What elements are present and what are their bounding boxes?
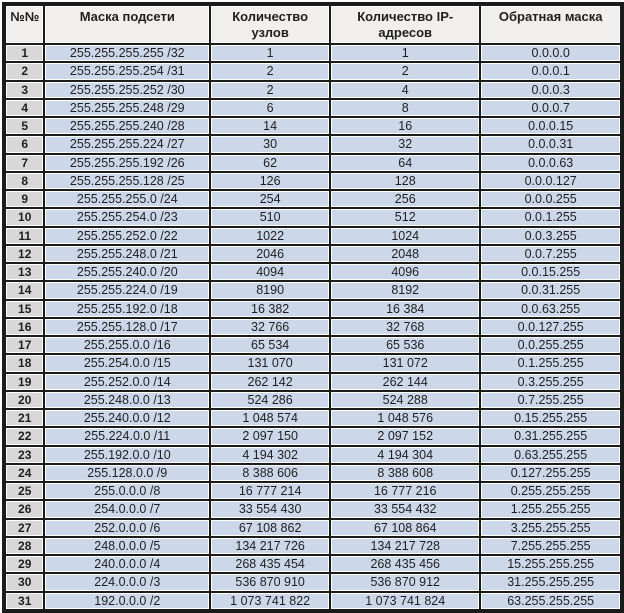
- cell-hosts: 4 194 302: [211, 447, 329, 463]
- cell-wildcard: 0.0.63.255: [481, 301, 620, 317]
- cell-wildcard: 1.255.255.255: [481, 501, 620, 517]
- cell-hosts: 1 073 741 822: [211, 593, 329, 609]
- cell-ips: 1024: [331, 228, 479, 244]
- cell-hosts: 4094: [211, 264, 329, 280]
- cell-ips: 33 554 432: [331, 501, 479, 517]
- table-row: [6, 228, 620, 244]
- table-row: [6, 501, 620, 517]
- row-number-cell: 31: [6, 593, 43, 609]
- row-number-cell: 1: [6, 45, 43, 61]
- cell-wildcard: 0.0.15.255: [481, 264, 620, 280]
- cell-mask: 255.255.255.240 /28: [45, 118, 209, 134]
- cell-mask: 254.0.0.0 /7: [45, 501, 209, 517]
- cell-ips: 262 144: [331, 374, 479, 390]
- cell-wildcard: 0.0.0.15: [481, 118, 620, 134]
- table-row: [6, 82, 620, 98]
- cell-wildcard: 0.0.3.255: [481, 228, 620, 244]
- table-row: [6, 209, 620, 225]
- cell-wildcard: 0.0.0.0: [481, 45, 620, 61]
- table-row: [6, 246, 620, 262]
- table-row: [6, 136, 620, 152]
- cell-mask: 255.255.128.0 /17: [45, 319, 209, 335]
- table-row: [6, 282, 620, 298]
- cell-ips: 524 288: [331, 392, 479, 408]
- cell-ips: 64: [331, 155, 479, 171]
- cell-mask: 255.255.0.0 /16: [45, 337, 209, 353]
- cell-ips: 256: [331, 191, 479, 207]
- cell-wildcard: 0.0.0.31: [481, 136, 620, 152]
- cell-hosts: 134 217 726: [211, 538, 329, 554]
- column-header-number: №№: [6, 6, 43, 43]
- cell-wildcard: 0.255.255.255: [481, 483, 620, 499]
- cell-ips: 2 097 152: [331, 428, 479, 444]
- cell-ips: 2048: [331, 246, 479, 262]
- table-row: [6, 118, 620, 134]
- table-row: [6, 428, 620, 444]
- cell-wildcard: 0.7.255.255: [481, 392, 620, 408]
- row-number-cell: 18: [6, 355, 43, 371]
- row-number-cell: 7: [6, 155, 43, 171]
- cell-ips: 536 870 912: [331, 574, 479, 590]
- table-row: [6, 337, 620, 353]
- cell-mask: 255.248.0.0 /13: [45, 392, 209, 408]
- cell-mask: 224.0.0.0 /3: [45, 574, 209, 590]
- header-row: [6, 6, 620, 43]
- cell-ips: 128: [331, 173, 479, 189]
- cell-mask: 255.240.0.0 /12: [45, 410, 209, 426]
- cell-mask: 255.255.252.0 /22: [45, 228, 209, 244]
- row-number-cell: 9: [6, 191, 43, 207]
- cell-ips: 32: [331, 136, 479, 152]
- cell-wildcard: 0.127.255.255: [481, 465, 620, 481]
- cell-hosts: 65 534: [211, 337, 329, 353]
- cell-hosts: 8190: [211, 282, 329, 298]
- cell-hosts: 33 554 430: [211, 501, 329, 517]
- cell-mask: 255.255.192.0 /18: [45, 301, 209, 317]
- cell-wildcard: 0.0.7.255: [481, 246, 620, 262]
- cell-ips: 8192: [331, 282, 479, 298]
- cell-mask: 248.0.0.0 /5: [45, 538, 209, 554]
- cell-hosts: 67 108 862: [211, 520, 329, 536]
- cell-wildcard: 15.255.255.255: [481, 556, 620, 572]
- row-number-cell: 2: [6, 63, 43, 79]
- cell-ips: 67 108 864: [331, 520, 479, 536]
- table-row: [6, 100, 620, 116]
- cell-wildcard: 0.0.255.255: [481, 337, 620, 353]
- table-row: [6, 483, 620, 499]
- cell-mask: 255.255.255.248 /29: [45, 100, 209, 116]
- cell-ips: 65 536: [331, 337, 479, 353]
- row-number-cell: 14: [6, 282, 43, 298]
- table-body: [6, 45, 620, 609]
- table-row: [6, 63, 620, 79]
- cell-wildcard: 0.3.255.255: [481, 374, 620, 390]
- table-row: [6, 520, 620, 536]
- cell-ips: 2: [331, 63, 479, 79]
- cell-hosts: 254: [211, 191, 329, 207]
- cell-mask: 255.255.255.192 /26: [45, 155, 209, 171]
- cell-mask: 255.128.0.0 /9: [45, 465, 209, 481]
- cell-mask: 255.255.255.252 /30: [45, 82, 209, 98]
- cell-hosts: 2: [211, 63, 329, 79]
- cell-hosts: 524 286: [211, 392, 329, 408]
- cell-ips: 8 388 608: [331, 465, 479, 481]
- row-number-cell: 4: [6, 100, 43, 116]
- cell-hosts: 2046: [211, 246, 329, 262]
- row-number-cell: 8: [6, 173, 43, 189]
- row-number-cell: 16: [6, 319, 43, 335]
- table-row: [6, 465, 620, 481]
- cell-ips: 32 768: [331, 319, 479, 335]
- cell-mask: 255.255.240.0 /20: [45, 264, 209, 280]
- cell-hosts: 30: [211, 136, 329, 152]
- table-row: [6, 447, 620, 463]
- column-header-host-count: Количество узлов: [211, 6, 329, 43]
- row-number-cell: 25: [6, 483, 43, 499]
- row-number-cell: 3: [6, 82, 43, 98]
- cell-ips: 16: [331, 118, 479, 134]
- cell-ips: 1 048 576: [331, 410, 479, 426]
- table-row: [6, 374, 620, 390]
- cell-ips: 4 194 304: [331, 447, 479, 463]
- cell-hosts: 510: [211, 209, 329, 225]
- table-row: [6, 593, 620, 609]
- cell-wildcard: 63.255.255.255: [481, 593, 620, 609]
- cell-ips: 1: [331, 45, 479, 61]
- cell-wildcard: 0.1.255.255: [481, 355, 620, 371]
- cell-hosts: 268 435 454: [211, 556, 329, 572]
- table-header: [6, 6, 620, 43]
- cell-mask: 255.252.0.0 /14: [45, 374, 209, 390]
- cell-wildcard: 0.15.255.255: [481, 410, 620, 426]
- row-number-cell: 6: [6, 136, 43, 152]
- cell-mask: 255.0.0.0 /8: [45, 483, 209, 499]
- table-row: [6, 410, 620, 426]
- row-number-cell: 20: [6, 392, 43, 408]
- row-number-cell: 12: [6, 246, 43, 262]
- cell-hosts: 8 388 606: [211, 465, 329, 481]
- cell-mask: 255.255.255.0 /24: [45, 191, 209, 207]
- cell-hosts: 1 048 574: [211, 410, 329, 426]
- cell-mask: 255.255.248.0 /21: [45, 246, 209, 262]
- table-row: [6, 45, 620, 61]
- cell-mask: 255.255.255.128 /25: [45, 173, 209, 189]
- cell-mask: 240.0.0.0 /4: [45, 556, 209, 572]
- row-number-cell: 11: [6, 228, 43, 244]
- cell-ips: 4: [331, 82, 479, 98]
- row-number-cell: 29: [6, 556, 43, 572]
- cell-mask: 255.192.0.0 /10: [45, 447, 209, 463]
- row-number-cell: 26: [6, 501, 43, 517]
- cell-hosts: 6: [211, 100, 329, 116]
- cell-mask: 255.255.255.224 /27: [45, 136, 209, 152]
- row-number-cell: 10: [6, 209, 43, 225]
- cell-wildcard: 3.255.255.255: [481, 520, 620, 536]
- cell-hosts: 262 142: [211, 374, 329, 390]
- cell-ips: 8: [331, 100, 479, 116]
- cell-hosts: 14: [211, 118, 329, 134]
- cell-hosts: 62: [211, 155, 329, 171]
- cell-ips: 16 777 216: [331, 483, 479, 499]
- cell-hosts: 32 766: [211, 319, 329, 335]
- cell-hosts: 1: [211, 45, 329, 61]
- cell-wildcard: 0.0.0.127: [481, 173, 620, 189]
- table-row: [6, 155, 620, 171]
- cell-hosts: 536 870 910: [211, 574, 329, 590]
- cell-mask: 255.254.0.0 /15: [45, 355, 209, 371]
- cell-wildcard: 7.255.255.255: [481, 538, 620, 554]
- cell-wildcard: 0.0.31.255: [481, 282, 620, 298]
- cell-wildcard: 0.0.0.3: [481, 82, 620, 98]
- cell-wildcard: 0.31.255.255: [481, 428, 620, 444]
- table-row: [6, 173, 620, 189]
- cell-wildcard: 0.0.0.255: [481, 191, 620, 207]
- column-header-ip-count: Количество IP-адресов: [331, 6, 479, 43]
- row-number-cell: 30: [6, 574, 43, 590]
- table-row: [6, 392, 620, 408]
- cell-hosts: 2: [211, 82, 329, 98]
- cell-ips: 512: [331, 209, 479, 225]
- row-number-cell: 19: [6, 374, 43, 390]
- cell-hosts: 16 382: [211, 301, 329, 317]
- column-header-subnet-mask: Маска подсети: [45, 6, 209, 43]
- cell-wildcard: 0.0.0.1: [481, 63, 620, 79]
- cell-ips: 4096: [331, 264, 479, 280]
- table-row: [6, 556, 620, 572]
- row-number-cell: 28: [6, 538, 43, 554]
- row-number-cell: 21: [6, 410, 43, 426]
- row-number-cell: 17: [6, 337, 43, 353]
- table-row: [6, 319, 620, 335]
- column-header-wildcard-mask: Обратная маска: [481, 6, 620, 43]
- cell-ips: 131 072: [331, 355, 479, 371]
- cell-mask: 192.0.0.0 /2: [45, 593, 209, 609]
- table-row: [6, 574, 620, 590]
- cell-wildcard: 0.0.1.255: [481, 209, 620, 225]
- table-row: [6, 191, 620, 207]
- cell-mask: 255.224.0.0 /11: [45, 428, 209, 444]
- cell-mask: 255.255.255.255 /32: [45, 45, 209, 61]
- cell-hosts: 126: [211, 173, 329, 189]
- row-number-cell: 22: [6, 428, 43, 444]
- row-number-cell: 23: [6, 447, 43, 463]
- cell-ips: 1 073 741 824: [331, 593, 479, 609]
- cell-hosts: 2 097 150: [211, 428, 329, 444]
- cell-ips: 134 217 728: [331, 538, 479, 554]
- row-number-cell: 13: [6, 264, 43, 280]
- cell-wildcard: 31.255.255.255: [481, 574, 620, 590]
- cell-mask: 255.255.254.0 /23: [45, 209, 209, 225]
- table-row: [6, 301, 620, 317]
- cell-wildcard: 0.63.255.255: [481, 447, 620, 463]
- cell-ips: 16 384: [331, 301, 479, 317]
- cell-mask: 255.255.255.254 /31: [45, 63, 209, 79]
- cell-hosts: 131 070: [211, 355, 329, 371]
- table-row: [6, 538, 620, 554]
- cell-hosts: 16 777 214: [211, 483, 329, 499]
- subnet-mask-table: [2, 2, 624, 613]
- row-number-cell: 15: [6, 301, 43, 317]
- cell-wildcard: 0.0.127.255: [481, 319, 620, 335]
- row-number-cell: 24: [6, 465, 43, 481]
- cell-wildcard: 0.0.0.7: [481, 100, 620, 116]
- cell-hosts: 1022: [211, 228, 329, 244]
- cell-mask: 255.255.224.0 /19: [45, 282, 209, 298]
- cell-wildcard: 0.0.0.63: [481, 155, 620, 171]
- cell-mask: 252.0.0.0 /6: [45, 520, 209, 536]
- row-number-cell: 5: [6, 118, 43, 134]
- row-number-cell: 27: [6, 520, 43, 536]
- page: [0, 2, 624, 608]
- table-row: [6, 264, 620, 280]
- cell-ips: 268 435 456: [331, 556, 479, 572]
- table-row: [6, 355, 620, 371]
